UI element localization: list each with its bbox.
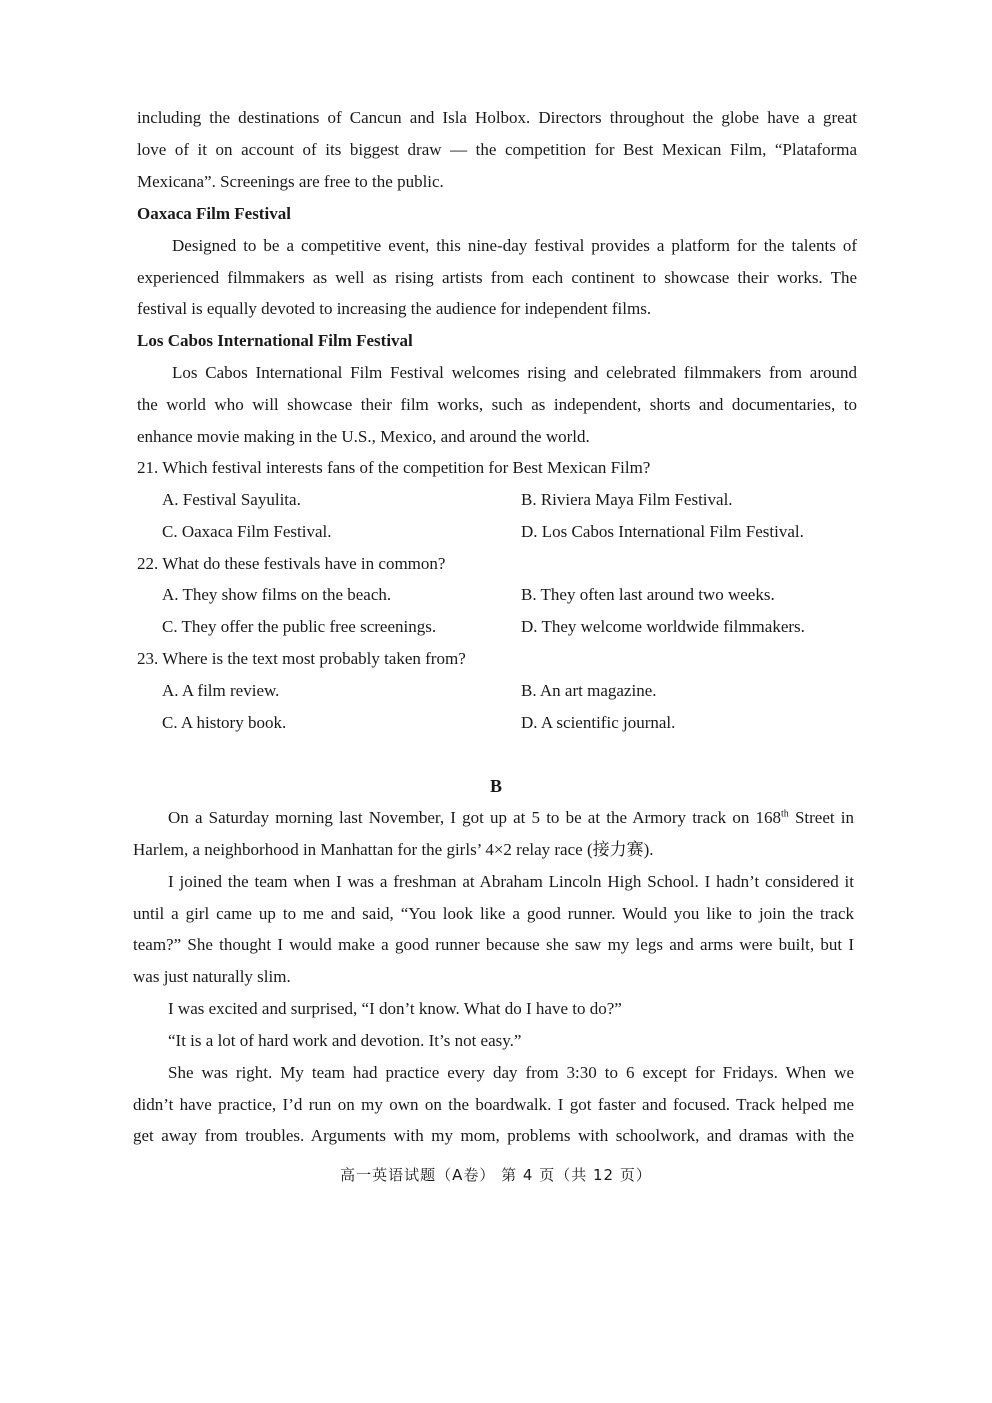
answer-option: D. A scientific journal. xyxy=(521,713,676,732)
page-footer: 高一英语试题（A卷） 第 4 页（共 12 页） xyxy=(340,1166,652,1184)
passage-line: didn’t have practice, I’d run on my own on the boardwalk. I got faster and focused. Track helped me xyxy=(133,1095,854,1114)
passage-line: was just naturally slim. xyxy=(133,967,291,986)
answer-option: C. They offer the public free screenings. xyxy=(162,617,437,636)
answer-option: A. A film review. xyxy=(162,681,280,700)
passage-line: until a girl came up to me and said, “You look like a good runner. Would you like to join the track xyxy=(133,904,854,923)
passage-line: Harlem, a neighborhood in Manhattan for the girls’ 4×2 relay race (接力赛). xyxy=(133,840,654,859)
answer-option: D. They welcome worldwide filmmakers. xyxy=(521,617,805,636)
passage-line: including the destinations of Cancun and Isla Holbox. Directors throughout the globe have a great xyxy=(137,108,857,127)
passage-line: I was excited and surprised, “I don’t know. What do I have to do?” xyxy=(168,999,622,1018)
passage-line: the world who will showcase their film works, such as independent, shorts and documentaries, to xyxy=(137,395,857,414)
passage-line: experienced filmmakers as well as rising artists from each continent to showcase their works. The xyxy=(137,268,857,287)
passage-line: get away from troubles. Arguments with my mom, problems with schoolwork, and dramas with the xyxy=(133,1126,854,1145)
question-stem: 23. Where is the text most probably taken from? xyxy=(137,649,466,668)
question-stem: 21. Which festival interests fans of the competition for Best Mexican Film? xyxy=(137,458,651,477)
passage-line: love of it on account of its biggest draw — the competition for Best Mexican Film, “Plataforma xyxy=(137,140,857,159)
passage-line: “It is a lot of hard work and devotion. It’s not easy.” xyxy=(168,1031,522,1050)
section-heading: Los Cabos International Film Festival xyxy=(137,331,413,350)
section-heading: Oaxaca Film Festival xyxy=(137,204,291,223)
answer-option: A. They show films on the beach. xyxy=(162,585,392,604)
answer-option: D. Los Cabos International Film Festival. xyxy=(521,522,804,541)
passage-line: She was right. My team had practice every day from 3:30 to 6 except for Fridays. When we xyxy=(168,1063,854,1082)
answer-option: C. Oaxaca Film Festival. xyxy=(162,522,332,541)
passage-line: enhance movie making in the U.S., Mexico, and around the world. xyxy=(137,427,590,446)
section-title: B xyxy=(489,776,502,796)
answer-option: B. Riviera Maya Film Festival. xyxy=(521,490,733,509)
passage-line: festival is equally devoted to increasing the audience for independent films. xyxy=(137,299,652,318)
answer-option: A. Festival Sayulita. xyxy=(162,490,301,509)
passage-line: Mexicana”. Screenings are free to the public. xyxy=(137,172,444,191)
passage-line: I joined the team when I was a freshman at Abraham Lincoln High School. I hadn’t considered it xyxy=(168,872,854,891)
passage-line: team?” She thought I would make a good runner because she saw my legs and arms were built, but I xyxy=(133,935,854,954)
answer-option: C. A history book. xyxy=(162,713,287,732)
passage-line: On a Saturday morning last November, I got up at 5 to be at the Armory track on 168th Street in xyxy=(168,808,854,827)
question-stem: 22. What do these festivals have in common? xyxy=(137,554,446,573)
answer-option: B. An art magazine. xyxy=(521,681,657,700)
answer-option: B. They often last around two weeks. xyxy=(521,585,775,604)
passage-line: Designed to be a competitive event, this nine-day festival provides a platform for the talents of xyxy=(172,236,857,255)
passage-line: Los Cabos International Film Festival welcomes rising and celebrated filmmakers from around xyxy=(172,363,857,382)
